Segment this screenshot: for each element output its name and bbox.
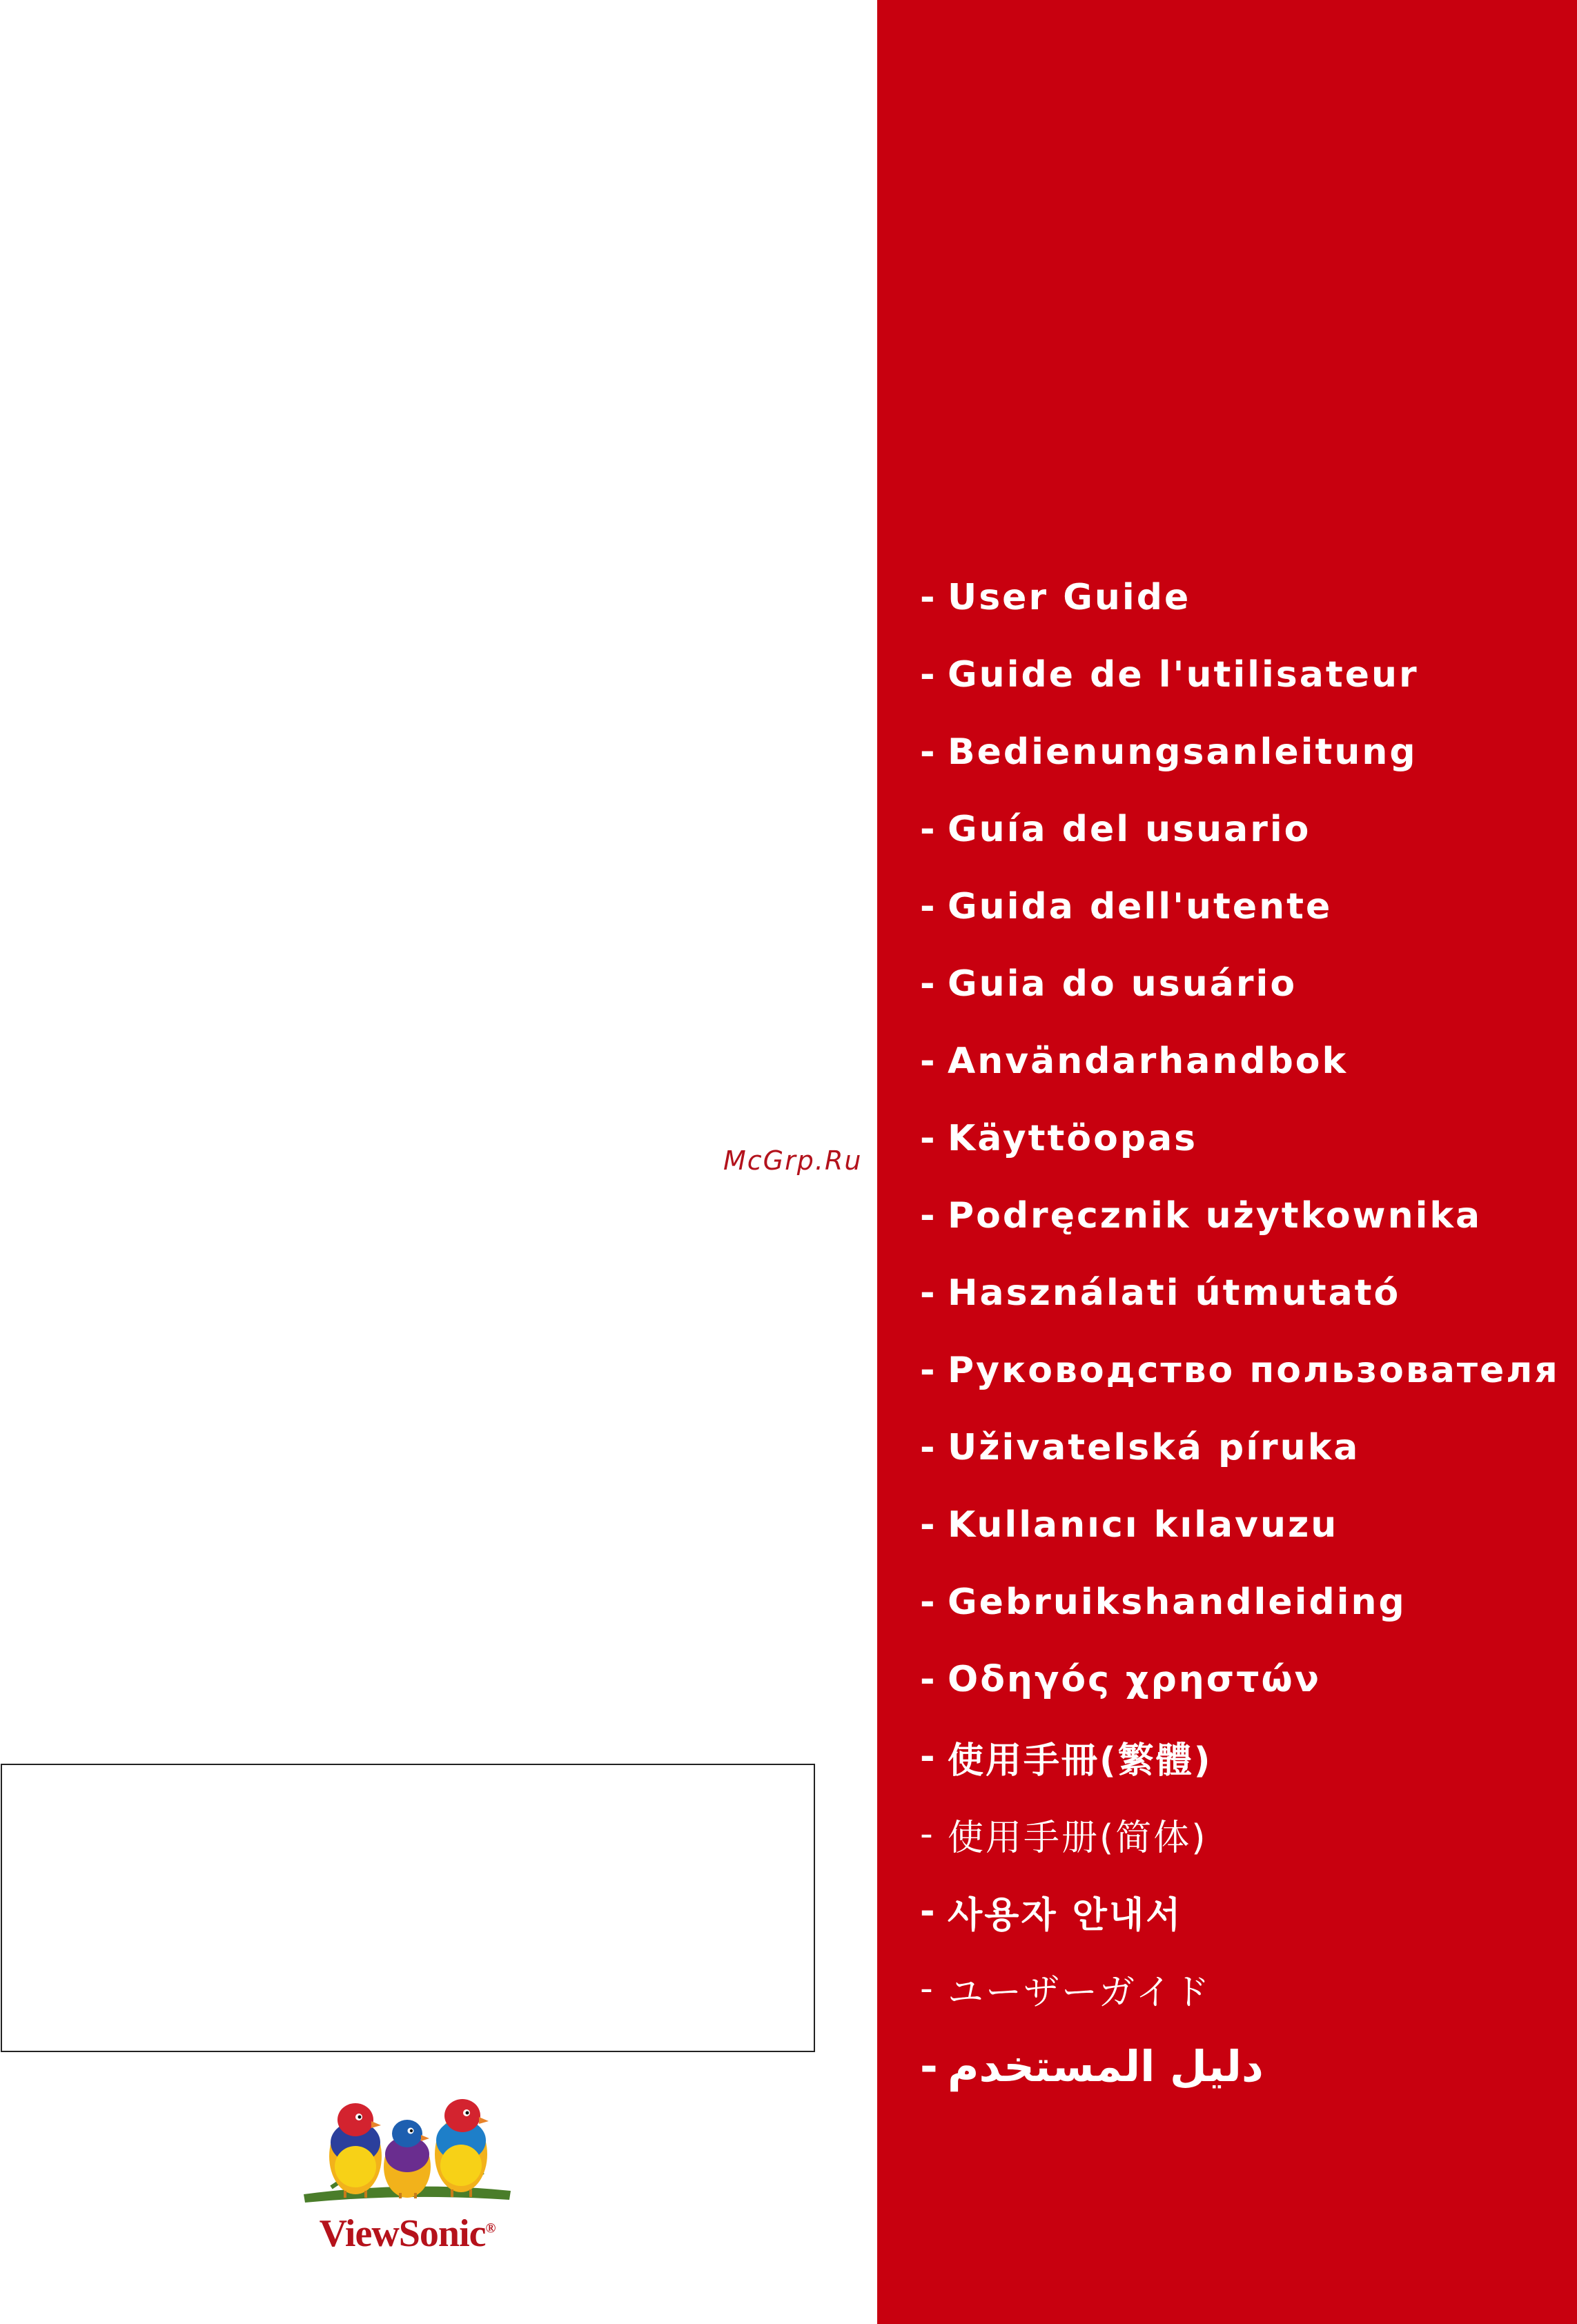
guide-title-label: دليل المستخدم (948, 2040, 1264, 2091)
guide-title-label: Kullanıcı kılavuzu (948, 1504, 1339, 1546)
guide-title-label: Használati útmutató (948, 1272, 1401, 1314)
guide-title-label: Podręcznik użytkownika (948, 1195, 1482, 1237)
list-dash: - (920, 809, 937, 850)
guide-title-portuguese (920, 945, 1560, 1023)
guide-title-chinese-traditional (920, 1718, 1560, 1795)
list-dash: - (920, 1582, 937, 1623)
guide-title-label: ユーザーガイド (948, 1971, 1212, 2013)
guide-title-label: 使用手冊(繁體) (948, 1740, 1213, 1782)
list-dash: - (920, 1968, 935, 2009)
guide-title-label: Käyttöopas (948, 1118, 1198, 1159)
guide-title-label: Guida dell'utente (948, 886, 1333, 927)
guide-title-label: Руководство пользователя (948, 1350, 1560, 1391)
list-dash: - (920, 731, 937, 773)
guide-title-label: Användarhandbok (948, 1041, 1349, 1082)
list-dash: - (920, 1813, 935, 1855)
guide-title-polish (920, 1177, 1560, 1254)
guide-title-chinese-simplified (920, 1795, 1560, 1873)
birds-logo-icon (290, 2077, 525, 2215)
guide-title-french (920, 636, 1560, 713)
model-info-box (1, 1764, 815, 2052)
guide-title-turkish (920, 1486, 1560, 1564)
guide-title-spanish (920, 791, 1560, 868)
guide-title-label: 사용자 안내서 (948, 1894, 1183, 1936)
language-guide-list (920, 559, 1560, 2105)
list-dash: - (920, 1427, 937, 1468)
guide-title-dutch (920, 1564, 1560, 1641)
list-dash: - (920, 654, 937, 696)
guide-title-label: 使用手册(简体) (948, 1817, 1208, 1859)
list-dash: - (920, 1659, 937, 1700)
registered-mark: ® (485, 2220, 496, 2236)
guide-title-german (920, 713, 1560, 791)
guide-title-italian (920, 868, 1560, 945)
guide-title-label: User Guide (948, 577, 1191, 618)
guide-title-japanese (920, 1950, 1560, 2027)
list-dash: - (920, 1891, 937, 1932)
guide-title-label: Οδηγός χρηστών (948, 1659, 1322, 1700)
guide-title-arabic (920, 2027, 1560, 2105)
guide-title-czech (920, 1409, 1560, 1486)
viewsonic-wordmark (290, 2212, 525, 2256)
guide-title-label: Guía del usuario (948, 809, 1311, 850)
guide-title-finnish (920, 1100, 1560, 1177)
list-dash: - (920, 1118, 937, 1159)
guide-title-greek (920, 1641, 1560, 1718)
guide-title-label: Uživatelská píruka (948, 1427, 1360, 1468)
viewsonic-logo (290, 2077, 525, 2263)
guide-title-russian (920, 1332, 1560, 1409)
list-dash: - (920, 963, 937, 1005)
list-dash: - (920, 2040, 940, 2091)
list-dash: - (920, 1195, 937, 1237)
list-dash: - (920, 1504, 937, 1546)
guide-title-label: Guia do usuário (948, 963, 1297, 1005)
guide-title-english (920, 559, 1560, 636)
list-dash: - (920, 886, 937, 927)
guide-title-label: Bedienungsanleitung (948, 731, 1418, 773)
list-dash: - (920, 1736, 937, 1778)
guide-title-hungarian (920, 1254, 1560, 1332)
watermark-text: McGrp.Ru (723, 1145, 863, 1176)
list-dash: - (920, 577, 937, 618)
brand-name: ViewSonic (319, 2212, 486, 2255)
list-dash: - (920, 1350, 937, 1391)
guide-title-korean (920, 1873, 1560, 1950)
list-dash: - (920, 1041, 937, 1082)
list-dash: - (920, 1272, 937, 1314)
guide-title-label: Gebruikshandleiding (948, 1582, 1407, 1623)
guide-title-swedish (920, 1023, 1560, 1100)
guide-title-label: Guide de l'utilisateur (948, 654, 1419, 696)
